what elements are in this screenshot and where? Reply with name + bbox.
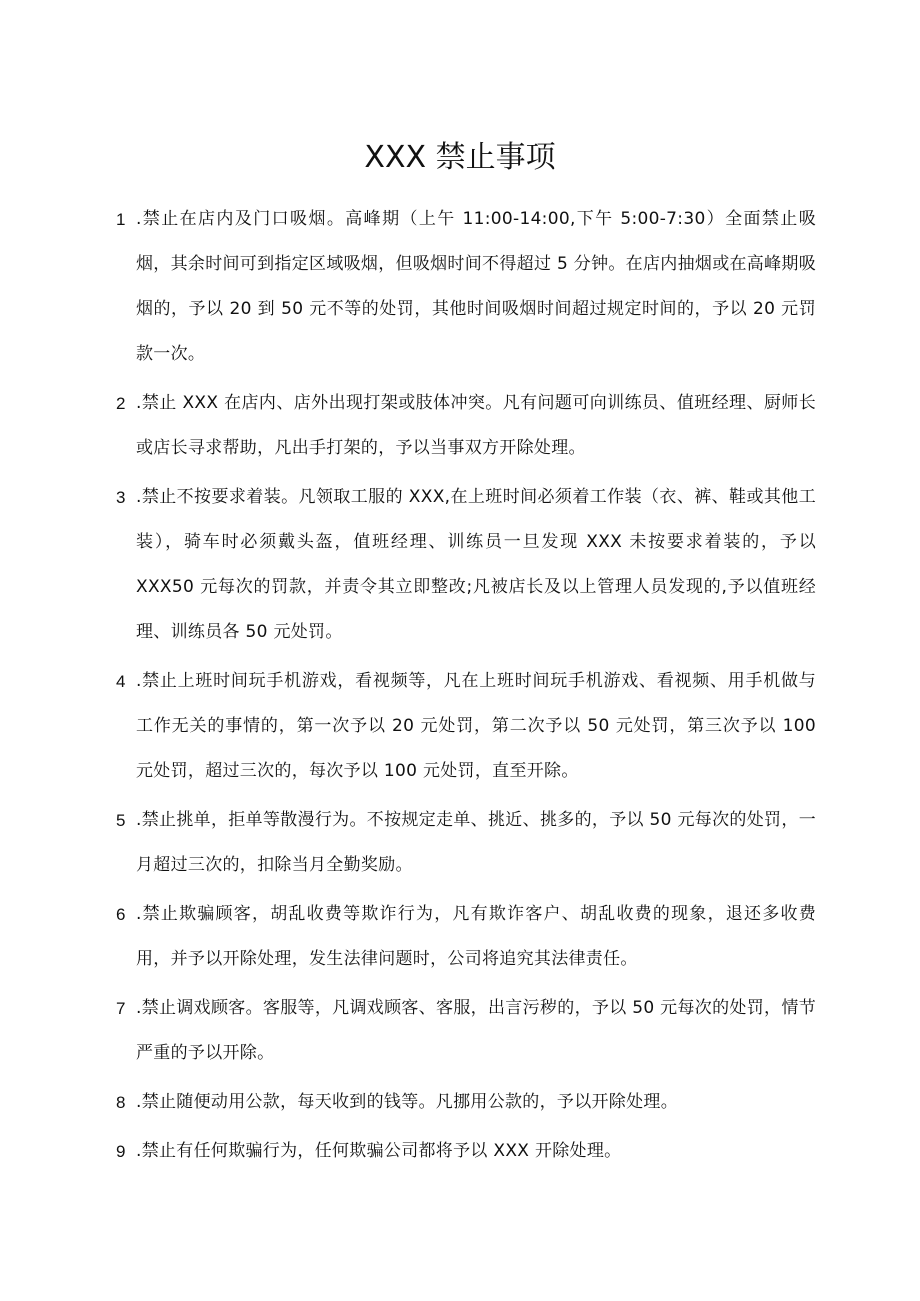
rule-item-5 [0, 798, 920, 888]
rule-item-9 [0, 1129, 920, 1174]
rule-text: .禁止上班时间玩手机游戏，看视频等，凡在上班时间玩手机游戏、看视频、用手机做与工作无关的事情的，第一次予以 20 元处罚，第二次予以 50 元处罚，第三次予以 100 元处罚，超过三次的，每次予以 100 元处罚，直至开除。 [136, 671, 816, 781]
rule-text: .禁止挑单，拒单等散漫行为。不按规定走单、挑近、挑多的，予以 50 元每次的处罚，一月超过三次的，扣除当月全勤奖励。 [136, 810, 816, 875]
rule-number: 2 [116, 394, 126, 413]
rule-text: .禁止随便动用公款，每天收到的钱等。凡挪用公款的，予以开除处理。 [136, 1092, 679, 1112]
rule-text: .禁止欺骗顾客，胡乱收费等欺诈行为，凡有欺诈客户、胡乱收费的现象，退还多收费用，并予以开除处理，发生法律问题时，公司将追究其法律责任。 [136, 904, 816, 969]
rule-text: .禁止有任何欺骗行为，任何欺骗公司都将予以 XXX 开除处理。 [136, 1141, 622, 1161]
document-title: XXX 禁止事项 [364, 140, 556, 175]
rule-text: .禁止 XXX 在店内、店外出现打架或肢体冲突。凡有问题可向训练员、值班经理、厨师长或店长寻求帮助，凡出手打架的，予以当事双方开除处理。 [136, 393, 816, 458]
rule-number: 9 [116, 1142, 126, 1161]
rule-number: 6 [116, 905, 126, 924]
rule-number: 7 [116, 999, 126, 1018]
rule-item-1 [0, 197, 920, 377]
rule-text: .禁止不按要求着装。凡领取工服的 XXX,在上班时间必须着工作装（衣、裤、鞋或其他工装），骑车时必须戴头盔，值班经理、训练员一旦发现 XXX 未按要求着装的，予以 XXX50 元每次的罚款，并责令其立即整改;凡被店长及以上管理人员发现的,予以值班经理、训练员各 50 元处罚。 [136, 487, 816, 642]
rule-number: 3 [116, 488, 126, 507]
rule-item-6 [0, 892, 920, 982]
rules-list [0, 197, 920, 1178]
rule-number: 5 [116, 811, 126, 830]
rule-item-4 [0, 659, 920, 794]
rule-item-3 [0, 475, 920, 655]
rule-text: .禁止在店内及门口吸烟。高峰期（上午 11:00-14:00,下午 5:00-7:30）全面禁止吸烟，其余时间可到指定区域吸烟，但吸烟时间不得超过 5 分钟。在店内抽烟或在高峰期吸烟的，予以 20 到 50 元不等的处罚，其他时间吸烟时间超过规定时间的，予以 20 元罚款一次。 [136, 209, 816, 364]
rule-item-2 [0, 381, 920, 471]
rule-item-8 [0, 1080, 920, 1125]
rule-number: 8 [116, 1093, 126, 1112]
rule-text: .禁止调戏顾客。客服等，凡调戏顾客、客服，出言污秽的，予以 50 元每次的处罚，情节严重的予以开除。 [136, 998, 816, 1063]
rule-number: 4 [116, 672, 126, 691]
rule-number: 1 [116, 210, 126, 229]
rule-item-7 [0, 986, 920, 1076]
